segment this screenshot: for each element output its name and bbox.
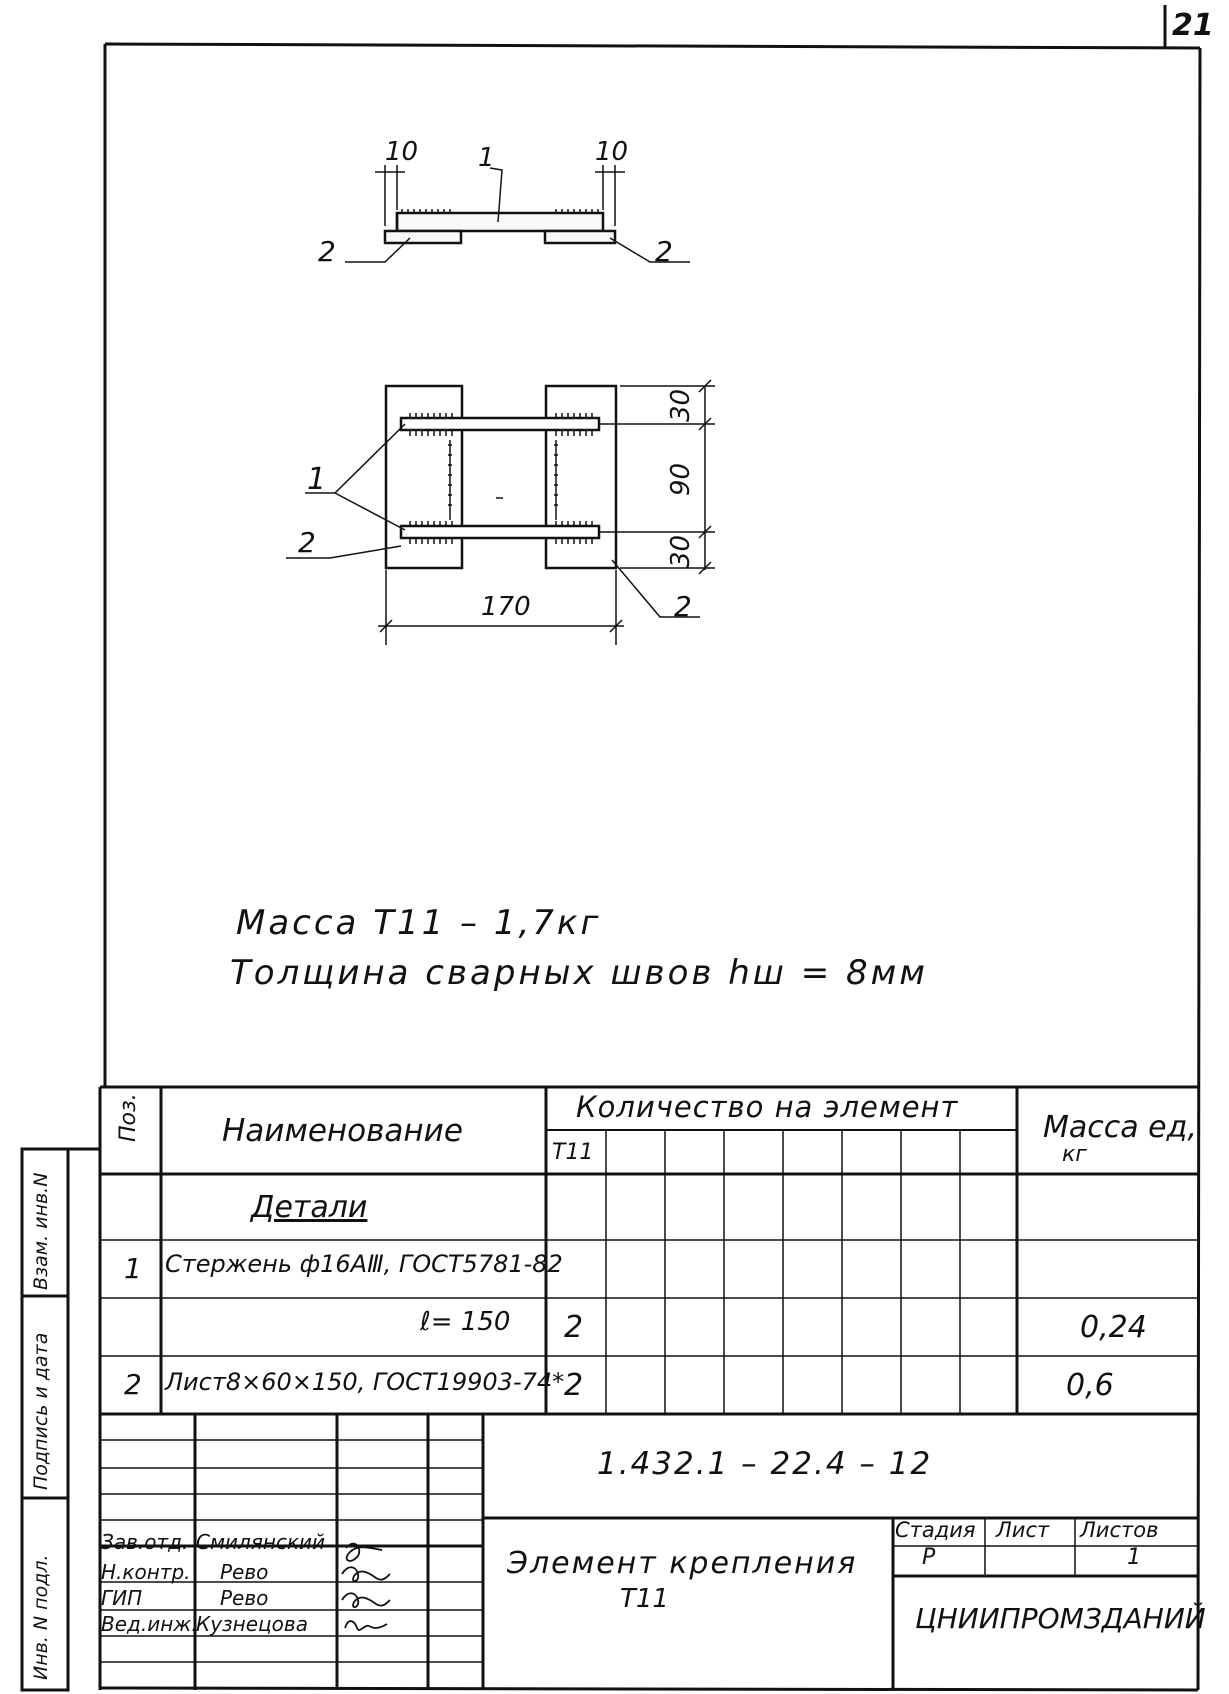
dim-90: 90: [666, 462, 696, 496]
side-pos-2-left-label: 2: [318, 235, 336, 268]
spec-header-name: Наименование: [222, 1113, 463, 1149]
dim-170: 170: [481, 592, 531, 622]
sheets-value: 1: [1127, 1545, 1141, 1570]
spec-row1-name: Стержень ф16АⅢ, ГОСТ5781-82: [165, 1250, 563, 1278]
name-1: Смилянский: [196, 1530, 326, 1554]
role-4: Вед.инж.: [101, 1612, 198, 1636]
role-3: ГИП: [101, 1586, 143, 1610]
spec-header-mass-unit: кг: [1062, 1142, 1087, 1167]
spec-row3-pos: 2: [124, 1368, 142, 1401]
plan-pos-2-left-label: 2: [298, 526, 316, 559]
role-1: Зав.отд.: [101, 1530, 189, 1554]
spec-header-pos: Поз.: [116, 1093, 141, 1142]
dim-10-left: 10: [385, 137, 419, 167]
stage-value: Р: [922, 1545, 936, 1570]
spec-section-title: Детали: [251, 1190, 368, 1225]
side-stamp-inventory: Инв. N подл.: [30, 1554, 52, 1680]
spec-row2-qty: 2: [564, 1310, 584, 1345]
weld-note: Толщина сварных швов hш = 8мм: [230, 953, 928, 993]
signature-2: [342, 1567, 390, 1581]
spec-header-qty-sub: Т11: [552, 1140, 594, 1165]
dim-10-right: 10: [595, 137, 629, 167]
organization: ЦНИИПРОМЗДАНИЙ: [915, 1602, 1206, 1635]
spec-header-qty: Количество на элемент: [576, 1090, 959, 1124]
doc-code: 1.432.1 – 22.4 – 12: [597, 1446, 933, 1482]
sheet-header: Лист: [996, 1518, 1050, 1542]
sheets-header: Листов: [1080, 1518, 1159, 1542]
side-pos-2-right-label: 2: [655, 235, 673, 268]
plan-pos-1-label: 1: [307, 462, 327, 497]
spec-row2-mass: 0,24: [1080, 1310, 1147, 1345]
spec-row2-name: ℓ= 150: [420, 1307, 511, 1337]
role-2: Н.контр.: [101, 1560, 191, 1584]
signature-1: [346, 1544, 382, 1561]
dim-30-bottom: 30: [666, 534, 696, 568]
spec-row3-mass: 0,6: [1066, 1368, 1114, 1403]
spec-header-mass: Масса ед,: [1043, 1110, 1197, 1145]
name-4: Кузнецова: [196, 1612, 308, 1636]
name-2: Рево: [220, 1560, 269, 1584]
dim-30-top: 30: [666, 388, 696, 422]
stage-header: Стадия: [895, 1518, 976, 1542]
side-stamp-replace: Взам. инв.N: [30, 1172, 52, 1290]
doc-title-line1: Элемент крепления: [507, 1546, 858, 1581]
plan-pos-2-right-label: 2: [674, 590, 692, 623]
doc-title-line2: Т11: [620, 1584, 669, 1614]
mass-note: Масса Т11 – 1,7кг: [236, 903, 602, 943]
signature-4: [345, 1621, 387, 1630]
side-pos-1-label: 1: [478, 143, 495, 173]
spec-row3-qty: 2: [564, 1368, 584, 1403]
side-stamp-signature: Подпись и дата: [30, 1332, 52, 1490]
page-number: 21: [1172, 8, 1214, 43]
spec-row3-name: Лист8×60×150, ГОСТ19903-74*: [165, 1368, 565, 1396]
signature-3: [342, 1593, 390, 1607]
spec-row1-pos: 1: [124, 1252, 142, 1285]
name-3: Рево: [220, 1586, 269, 1610]
